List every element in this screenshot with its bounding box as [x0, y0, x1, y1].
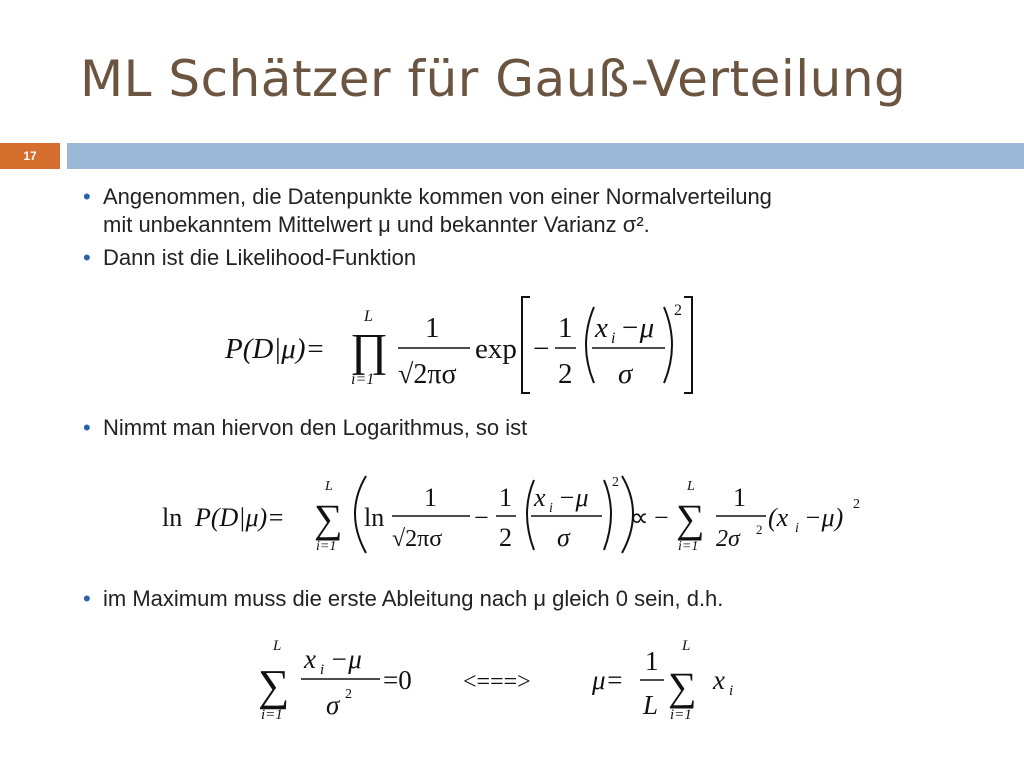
- f1-right-paren: [664, 307, 672, 383]
- f1-left-bracket: [522, 297, 530, 393]
- bullet-1-line-1: Angenommen, die Datenpunkte kommen von einer Normalverteilung: [103, 184, 772, 209]
- formula-likelihood: [0, 285, 1024, 405]
- bullet-3-text: Nimmt man hiervon den Logarithmus, so ist: [103, 415, 528, 440]
- f2-r-term-rest: −μ): [804, 503, 844, 532]
- f3-eq-zero: =0: [383, 665, 412, 695]
- f2-minus1: −: [474, 503, 489, 532]
- f2-ln: ln: [162, 503, 183, 532]
- f2-prop: ∝: [630, 503, 649, 532]
- f1-left-paren: [586, 307, 594, 383]
- f1-product-symbol: ∏: [350, 324, 388, 375]
- f2-right-paren: [604, 480, 611, 550]
- bullet-dot: •: [83, 586, 91, 611]
- f3-mu-eq: μ=: [592, 665, 624, 695]
- f3-upper2: L: [682, 638, 691, 654]
- f3-sum-symbol: ∑: [258, 661, 290, 710]
- f1-power: 2: [674, 302, 682, 319]
- f1-lhs: P(D|μ)=: [225, 333, 326, 365]
- f2-sum2-symbol: ∑: [676, 496, 705, 541]
- f1-frac-num: x: [595, 312, 608, 344]
- bullet-2-text: Dann ist die Likelihood-Funktion: [103, 245, 417, 270]
- slide-title: ML Schätzer für Gauß-Verteilung: [80, 50, 907, 108]
- f1-frac-num-rest: −μ: [620, 312, 655, 344]
- f2-lower2: i=1: [678, 539, 699, 554]
- f2-r-num: 1: [733, 483, 746, 512]
- f2-frac-num: x: [534, 483, 546, 512]
- f3-num: x: [304, 644, 316, 674]
- f2-lower: i=1: [316, 539, 337, 554]
- f2-frac-num-sub: i: [549, 501, 553, 516]
- f3-lower: i=1: [261, 707, 283, 723]
- f2-inner-ln: ln: [364, 503, 385, 532]
- f1-exp: exp: [475, 333, 517, 365]
- f3-L: L: [643, 690, 659, 720]
- slide-number: 17: [0, 143, 60, 169]
- header-bar: [67, 143, 1024, 169]
- f2-num: 1: [424, 483, 437, 512]
- f3-arrow: <===>: [463, 669, 531, 695]
- f1-right-bracket: [684, 297, 692, 393]
- bullet-dot: •: [83, 415, 91, 440]
- f1-frac-den: σ: [618, 358, 633, 390]
- bullet-dot: •: [83, 245, 91, 270]
- f1-den: √2πσ: [398, 359, 457, 390]
- bullet-dot: •: [83, 184, 91, 209]
- f1-upper: L: [364, 308, 373, 325]
- bullet-4-text: im Maximum muss die erste Ableitung nach μ gleich 0 sein, d.h.: [103, 586, 724, 611]
- f2-minus2: −: [654, 503, 669, 532]
- f2-upper2: L: [687, 479, 695, 494]
- f3-lower2: i=1: [670, 707, 692, 723]
- f1-minus: −: [533, 333, 550, 365]
- f2-frac-den: σ: [557, 523, 570, 552]
- f1-half-num: 1: [558, 312, 573, 344]
- bullet-2: [83, 244, 416, 272]
- formula-log-likelihood: [0, 468, 1024, 568]
- f1-num: 1: [425, 312, 440, 344]
- bullet-3: [83, 414, 527, 442]
- bullet-1-line-2: mit unbekanntem Mittelwert μ und bekannter Varianz σ².: [103, 212, 650, 237]
- f3-one: 1: [645, 646, 659, 676]
- f1-frac-num-sub: i: [611, 330, 616, 347]
- bullet-1: [83, 183, 772, 239]
- f3-x: x: [713, 665, 725, 695]
- f2-r-pow: 2: [853, 497, 860, 512]
- f2-r-term-sub: i: [795, 521, 799, 536]
- f3-x-sub: i: [729, 683, 734, 699]
- f1-lower: i=1: [351, 371, 375, 388]
- f2-r-den: 2σ: [716, 526, 740, 552]
- f3-sum2-symbol: ∑: [668, 664, 697, 709]
- f2-frac-num-rest: −μ: [558, 483, 589, 512]
- f3-den: σ: [326, 690, 340, 720]
- f2-power: 2: [612, 475, 619, 490]
- f1-half-den: 2: [558, 358, 573, 390]
- f2-half-den: 2: [499, 523, 512, 552]
- bullet-4: [83, 585, 723, 613]
- formula-ml-estimate: [0, 632, 1024, 732]
- f2-lhs: P(D|μ)=: [195, 503, 285, 532]
- f3-upper: L: [273, 638, 282, 654]
- f2-left-paren: [527, 480, 534, 550]
- f2-r-term: (x: [768, 503, 789, 532]
- f2-half-num: 1: [499, 483, 512, 512]
- f3-num-sub: i: [320, 662, 325, 678]
- f2-den: √2πσ: [392, 526, 443, 552]
- f3-num-rest: −μ: [330, 644, 362, 674]
- f3-den-pow: 2: [345, 687, 352, 702]
- f2-upper: L: [325, 479, 333, 494]
- f2-sum-symbol: ∑: [314, 496, 343, 541]
- f2-r-den-pow: 2: [756, 522, 763, 537]
